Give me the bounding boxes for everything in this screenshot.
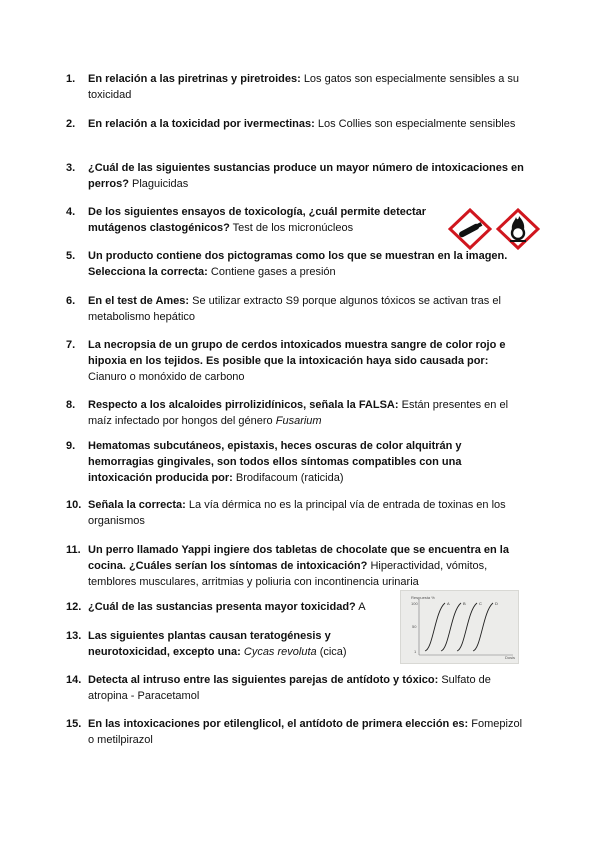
question-text: ¿Cuál de las sustancias presenta mayor toxicidad? (88, 601, 356, 613)
graph-curve-a (425, 603, 445, 651)
answer-text: A (358, 601, 366, 613)
question-number: 12. (66, 601, 82, 613)
question-14 (66, 672, 528, 704)
gas-cylinder-icon (448, 208, 492, 250)
question-13 (66, 628, 388, 660)
question-text: Hematomas subcutáneos, epistaxis, heces oscuras de color alquitrán y hemorragias gingivales, son todos ellos síntomas compatibles con una intoxicación producida por: (88, 440, 462, 484)
question-5 (66, 248, 508, 280)
question-text: Detecta al intruso entre las siguientes parejas de antídoto y tóxico: (88, 674, 439, 686)
question-text: Respecto a los alcaloides pirrolizidínicos, señala la FALSA: (88, 399, 399, 411)
question-15 (66, 716, 528, 748)
question-3 (66, 160, 528, 192)
graph-curve-b (441, 603, 461, 651)
answer-text: Plaguicidas (132, 178, 189, 190)
question-7 (66, 337, 528, 385)
graph-curve-label: B (463, 601, 466, 606)
answer-text: La vía dérmica no es la principal vía de entrada de toxinas en los organismos (88, 499, 506, 527)
oxidizer-flame-icon (496, 208, 540, 250)
question-number: 2. (66, 118, 76, 130)
question-2 (66, 116, 528, 132)
question-12 (66, 599, 388, 615)
question-number: 15. (66, 718, 82, 730)
question-text: Un perro llamado Yappi ingiere dos tabletas de chocolate que se encuentra en la cocina. ¿Cuáles serían los síntomas de intoxicación? (88, 544, 509, 572)
question-text: Señala la correcta: (88, 499, 186, 511)
question-number: 10. (66, 499, 82, 511)
graph-curve-d (473, 603, 493, 651)
question-number: 3. (66, 162, 76, 174)
answer-text: Sulfato de atropina - Paracetamol (88, 674, 491, 702)
graph-y-label: Respuesta % (411, 595, 435, 600)
answer-text: (cica) (319, 646, 347, 658)
graph-x-label: Dosis (505, 655, 516, 660)
question-number: 1. (66, 73, 76, 85)
question-text: En relación a la toxicidad por ivermectinas: (88, 118, 315, 130)
question-number: 5. (66, 250, 76, 262)
answer-italic-text: Fusarium (275, 415, 322, 427)
question-11 (66, 542, 528, 590)
question-text: La necropsia de un grupo de cerdos intoxicados muestra sangre de color rojo e hipoxia en los tejidos. Es posible que la intoxicación haya sido causada por: (88, 339, 506, 367)
question-6 (66, 293, 528, 325)
answer-text: Brodifacoum (raticida) (235, 472, 344, 484)
answer-text: Hiperactividad, vómitos, temblores musculares, arritmias y poliuria con incontinencia urinaria (88, 560, 488, 588)
answer-italic-text: Cycas revoluta (243, 646, 317, 658)
question-text: Un producto contiene dos pictogramas como los que se muestran en la imagen. Selecciona la correcta: (88, 250, 508, 278)
question-text: En relación a las piretrinas y piretroides: (88, 73, 301, 85)
question-text: En las intoxicaciones por etilenglicol, el antídoto de primera elección es: (88, 718, 469, 730)
question-number: 6. (66, 295, 76, 307)
question-text: De los siguientes ensayos de toxicología, ¿cuál permite detectar mutágenos clastogénicos? (88, 206, 427, 234)
question-4 (66, 204, 438, 236)
question-number: 9. (66, 440, 76, 452)
question-9 (66, 438, 528, 486)
answer-text: Contiene gases a presión (210, 266, 336, 278)
question-number: 14. (66, 674, 82, 686)
question-number: 7. (66, 339, 76, 351)
answer-text: Los gatos son especialmente sensibles a su toxicidad (88, 73, 520, 101)
graph-curve-c (457, 603, 477, 651)
graph-curve-label: D (495, 601, 498, 606)
graph-curve-label: C (479, 601, 482, 606)
answer-text: Test de los micronúcleos (232, 222, 354, 234)
answer-text: Cianuro o monóxido de carbono (88, 371, 245, 383)
graph-y-tick: 100 (411, 601, 418, 606)
graph-curve-label: A (447, 601, 450, 606)
answer-text: Están presentes en el maíz infectado por hongos del género (88, 399, 509, 427)
graph-y-tick: 1 (414, 649, 417, 654)
graph-y-tick: 50 (412, 624, 417, 629)
dose-response-graph (400, 590, 519, 664)
question-number: 13. (66, 630, 82, 642)
answer-text: Se utilizar extracto S9 porque algunos tóxicos se activan tras el metabolismo hepático (88, 295, 501, 323)
question-text: ¿Cuál de las siguientes sustancias produce un mayor número de intoxicaciones en perros? (88, 162, 524, 190)
question-number: 8. (66, 399, 76, 411)
question-text: En el test de Ames: (88, 295, 190, 307)
hazard-pictograms (448, 208, 540, 250)
answer-text: Fomepizol o metilpirazol (88, 718, 523, 746)
answer-text: Los Collies son especialmente sensibles (317, 118, 516, 130)
question-number: 11. (66, 544, 81, 556)
question-8 (66, 397, 528, 429)
question-1 (66, 71, 528, 103)
question-10 (66, 497, 528, 529)
question-text: Las siguientes plantas causan teratogénesis y neurotoxicidad, excepto una: (88, 630, 331, 658)
question-number: 4. (66, 206, 76, 218)
